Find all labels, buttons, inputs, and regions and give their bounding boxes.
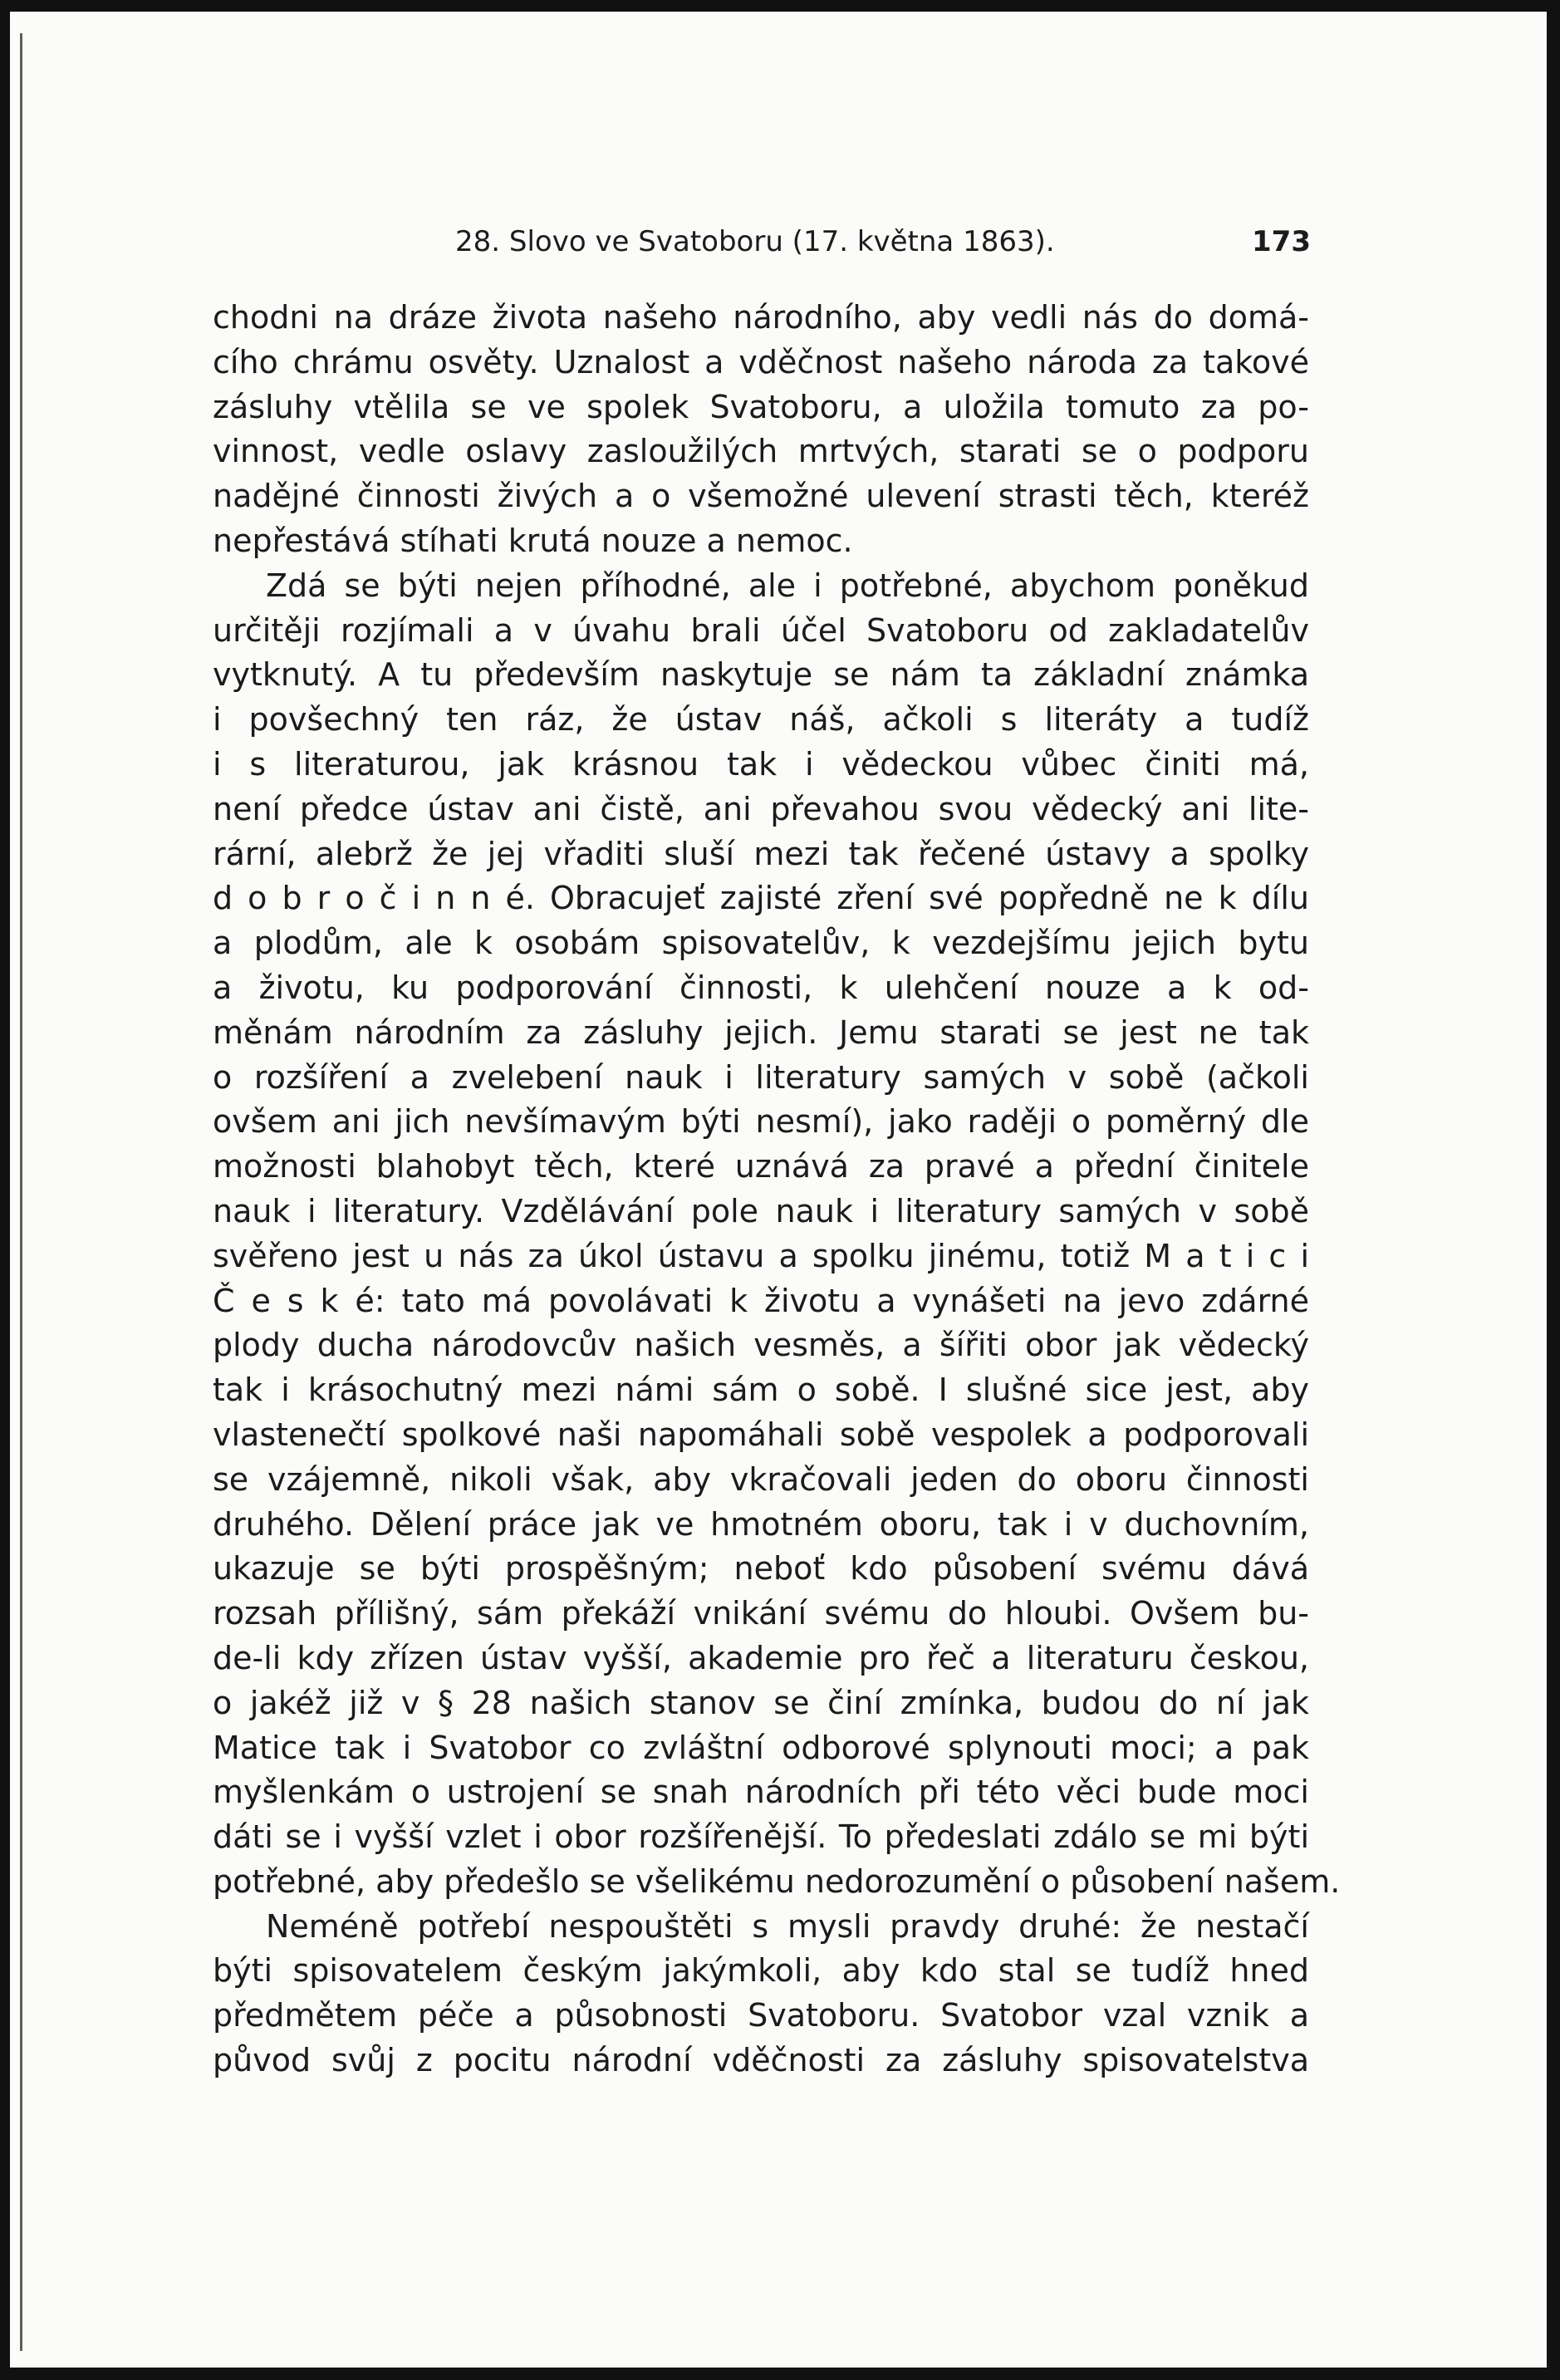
text-line: není předce ústav ani čistě, ani převahou svou vědecký ani lite-	[213, 790, 1309, 827]
text-line: vytknutý. A tu především naskytuje se nám ta základní známka	[213, 656, 1309, 694]
text-line: d o b r o č i n n é. Obracujeť zajisté zření své popředně ne k dílu	[213, 880, 1309, 917]
page-header	[208, 218, 1311, 268]
text-line: původ svůj z pocitu národní vděčnosti za zásluhy spisovatelstva	[213, 2042, 1309, 2079]
text-line: nadějné činnosti živých a o všemožné ulevení strasti těch, kteréž	[213, 478, 1309, 515]
binding-edge	[20, 33, 22, 2351]
text-line: a plodům, ale k osobám spisovatelův, k vezdejšímu jejich bytu	[213, 925, 1309, 962]
text-line: vlastenečtí spolkové naši napomáhali sobě vespolek a podporovali	[213, 1416, 1309, 1453]
text-line: druhého. Dělení práce jak ve hmotném oboru, tak i v duchovním,	[213, 1505, 1309, 1543]
text-line: předmětem péče a působnosti Svatoboru. Svatobor vzal vznik a	[213, 1997, 1309, 2034]
text-line: svěřeno jest u nás za úkol ústavu a spolku jinému, totiž M a t i c i	[213, 1237, 1309, 1274]
text-line: ovšem ani jich nevšímavým býti nesmí), jako raději o poměrný dle	[213, 1103, 1309, 1141]
text-line: chodni na dráze života našeho národního, aby vedli nás do domá-	[213, 299, 1309, 336]
body-text	[213, 296, 1341, 2083]
running-head: 28. Slovo ve Svatoboru (17. května 1863).	[455, 225, 1055, 258]
text-line: vinnost, vedle oslavy zasloužilých mrtvých, starati se o podporu	[213, 433, 1309, 470]
text-line: býti spisovatelem českým jakýmkoli, aby kdo stal se tudíž hned	[213, 1952, 1309, 1990]
text-line: potřebné, aby předešlo se všelikému nedorozumění o působení našem.	[213, 1862, 1341, 1900]
text-line: Matice tak i Svatobor co zvláštní odborové splynouti moci; a pak	[213, 1729, 1309, 1766]
text-line: a životu, ku podporování činnosti, k ulehčení nouze a k od-	[213, 969, 1309, 1006]
text-line: dáti se i vyšší vzlet i obor rozšířenější. To předeslati zdálo se mi býti	[213, 1818, 1309, 1856]
text-line: se vzájemně, nikoli však, aby vkračovali jeden do oboru činnosti	[213, 1460, 1309, 1498]
text-line: Zdá se býti nejen příhodné, ale i potřebné, abychom poněkud	[266, 567, 1309, 604]
text-line: plody ducha národovcův našich vesměs, a šířiti obor jak vědecký	[213, 1327, 1309, 1364]
text-line: Č e s k é: tato má povolávati k životu a vynášeti na jevo zdárné	[213, 1282, 1309, 1319]
text-line: rozsah přílišný, sám překáží vnikání svému do hloubi. Ovšem bu-	[213, 1595, 1309, 1632]
page-number: 173	[1252, 225, 1311, 258]
text-line: nauk i literatury. Vzdělávání pole nauk i literatury samých v sobě	[213, 1192, 1309, 1229]
text-line: rární, alebrž že jej vřaditi sluší mezi tak řečené ústavy a spolky	[213, 835, 1309, 872]
text-line: myšlenkám o ustrojení se snah národních při této věci bude moci	[213, 1774, 1309, 1811]
text-line: tak i krásochutný mezi námi sám o sobě. I slušné sice jest, aby	[213, 1372, 1309, 1409]
text-line: o rozšíření a zvelebení nauk i literatury samých v sobě (ačkoli	[213, 1058, 1309, 1096]
text-line: i s literaturou, jak krásnou tak i vědeckou vůbec činiti má,	[213, 745, 1309, 783]
text-line: zásluhy vtělila se ve spolek Svatoboru, a uložila tomuto za po-	[213, 388, 1309, 425]
text-line: ukazuje se býti prospěšným; neboť kdo působení svému dává	[213, 1550, 1309, 1587]
text-line: nepřestává stíhati krutá nouze a nemoc.	[213, 522, 853, 559]
text-line: cího chrámu osvěty. Uznalost a vděčnost našeho národa za takové	[213, 343, 1309, 380]
text-line: o jakéž již v § 28 našich stanov se činí zmínka, budou do ní jak	[213, 1684, 1309, 1721]
text-line: možnosti blahobyt těch, které uznává za pravé a přední činitele	[213, 1148, 1309, 1185]
text-line: měnám národním za zásluhy jejich. Jemu starati se jest ne tak	[213, 1013, 1309, 1051]
text-line: Neméně potřebí nespouštěti s mysli pravdy druhé: že nestačí	[266, 1907, 1309, 1945]
text-line: určitěji rozjímali a v úvahu brali účel Svatoboru od zakladatelův	[213, 611, 1309, 649]
text-line: de-li kdy zřízen ústav vyšší, akademie pro řeč a literaturu českou,	[213, 1639, 1309, 1676]
text-line: i povšechný ten ráz, že ústav náš, ačkoli s literáty a tudíž	[213, 701, 1309, 739]
